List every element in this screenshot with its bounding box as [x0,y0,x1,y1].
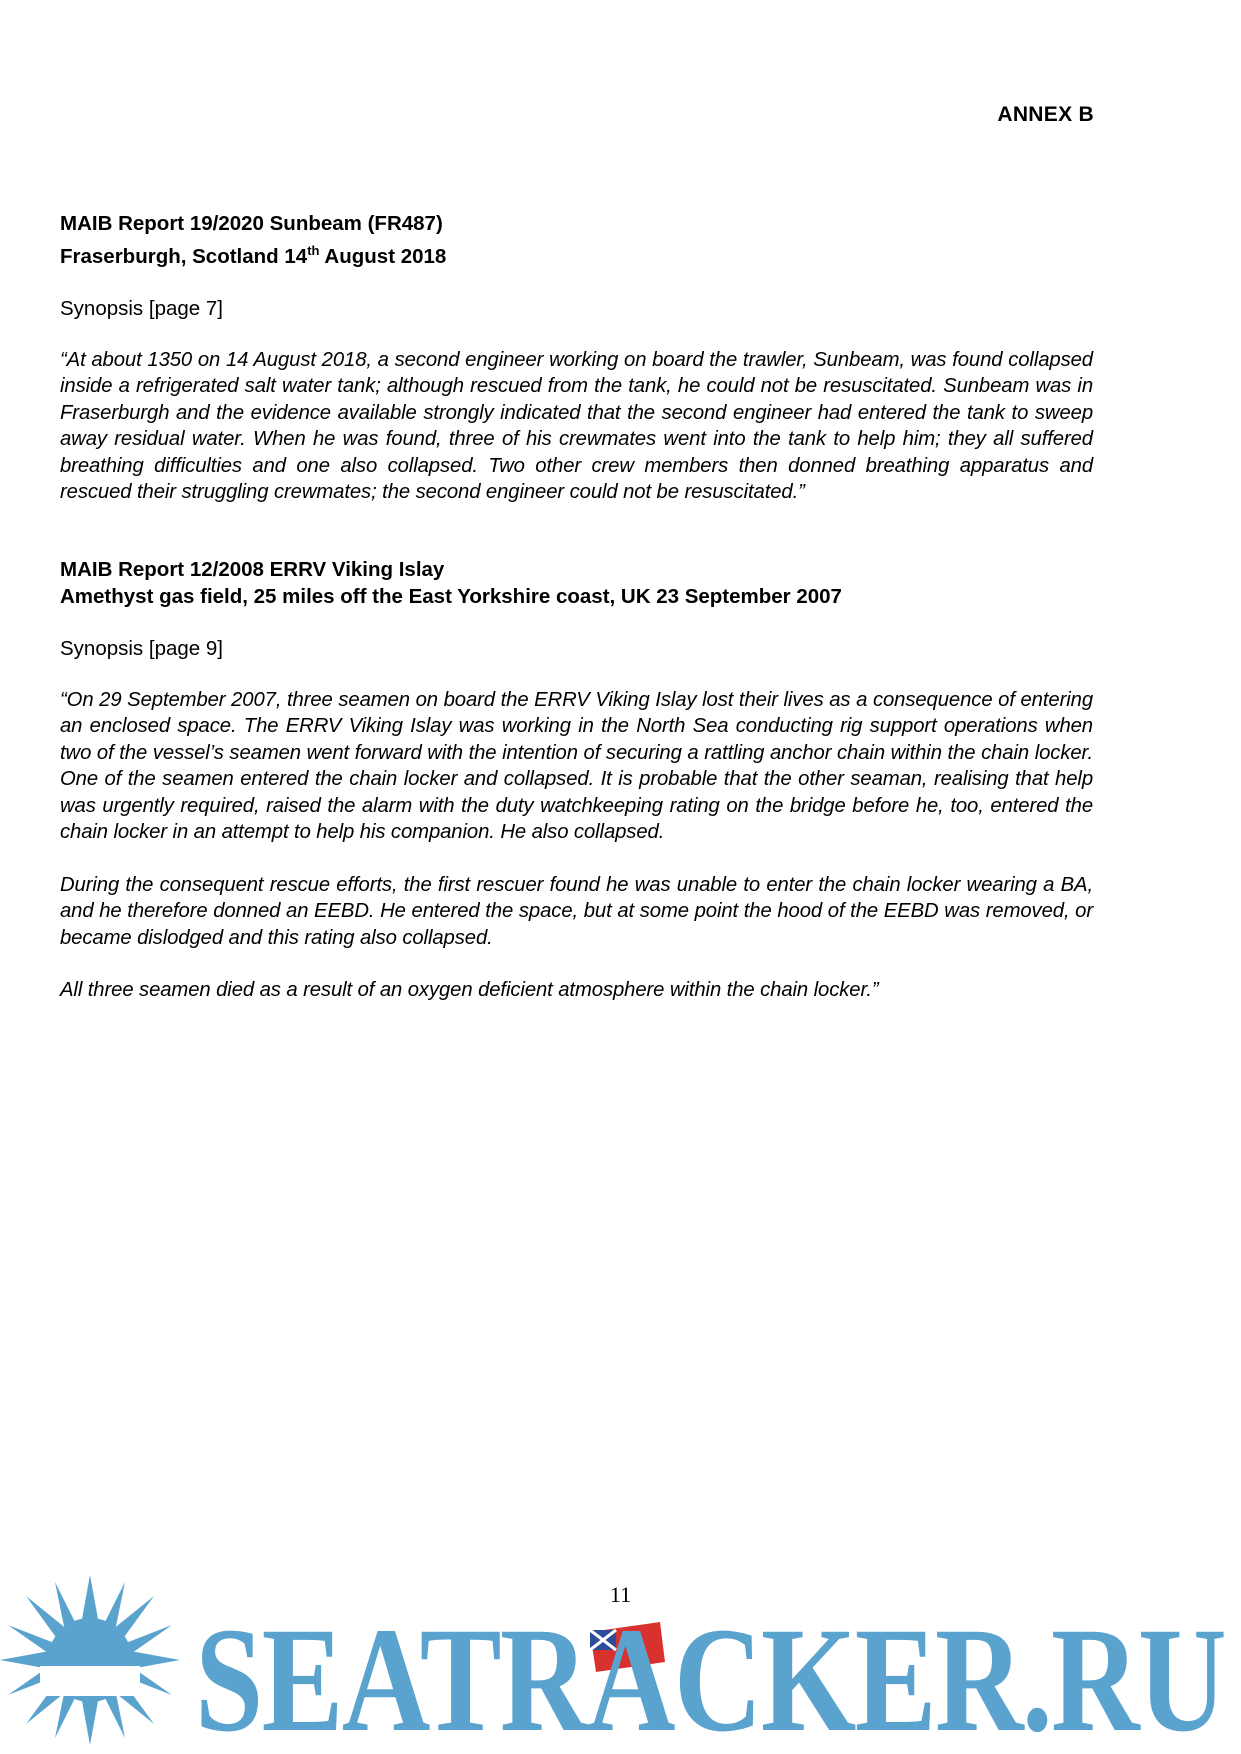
synopsis-label: Synopsis [page 7] [60,296,223,320]
synopsis-quote-paragraph-3: All three seamen died as a result of an oxygen deficient atmosphere within the chain locker.” [60,979,879,1002]
report-month-year: August 2018 [319,244,447,268]
report-section-sunbeam [60,210,1093,506]
watermark-text: SEATRACKER.RU [195,1597,1225,1754]
page-number: 11 [609,1582,632,1607]
document-body [60,210,1093,1004]
report-title: MAIB Report 12/2008 ERRV Viking Islay [60,557,445,581]
watermark [0,1570,1241,1754]
report-section-viking-islay [60,556,1093,1004]
sun-logo-icon [0,1575,180,1745]
date-suffix: th [307,243,320,258]
report-location: Fraserburgh, Scotland 14 [60,244,308,268]
report-title: MAIB Report 19/2020 Sunbeam (FR487) [60,212,443,235]
synopsis-quote: “At about 1350 on 14 August 2018, a second engineer working on board the trawler, Sunbeam, was found collapsed inside a refrigerated salt water tank; although rescued from the tank, he could not be resuscitated. Sunbeam was in Fraserburgh and the evidence available strongly indicated that the second engineer had entered the tank to sweep away residual water. When he was found, three of his crewmates went into the tank to help him; they all suffered breathing difficulties and one also collapsed. Two other crew members then donned breathing apparatus and rescued their struggling crewmates; the second engineer could not be resuscitated.” [60,348,1093,504]
synopsis-label: Synopsis [page 9] [60,636,223,660]
report-location-date [60,237,1093,270]
synopsis-quote-paragraph-1: “On 29 September 2007, three seamen on board the ERRV Viking Islay lost their lives as a consequence of entering an enclosed space. The ERRV Viking Islay was working in the North Sea conducting rig support operations when two of the vessel’s seamen went forward with the intention of securing a rattling anchor chain within the chain locker. One of the seamen entered the chain locker and collapsed. It is probable that the other seaman, realising that help was urgently required, raised the alarm with the duty watchkeeping rating on the bridge before he, too, entered the chain locker in an attempt to help his companion. He also collapsed. [60,688,1093,844]
report-location-date: Amethyst gas field, 25 miles off the East Yorkshire coast, UK 23 September 2007 [60,584,842,608]
annex-label: ANNEX B [997,103,1094,126]
synopsis-quote-paragraph-2: During the consequent rescue efforts, the first rescuer found he was unable to enter the chain locker wearing a BA, and he therefore donned an EEBD. He entered the space, but at some point the hood of the EEBD was removed, or became dislodged and this rating also collapsed. [60,873,1093,949]
